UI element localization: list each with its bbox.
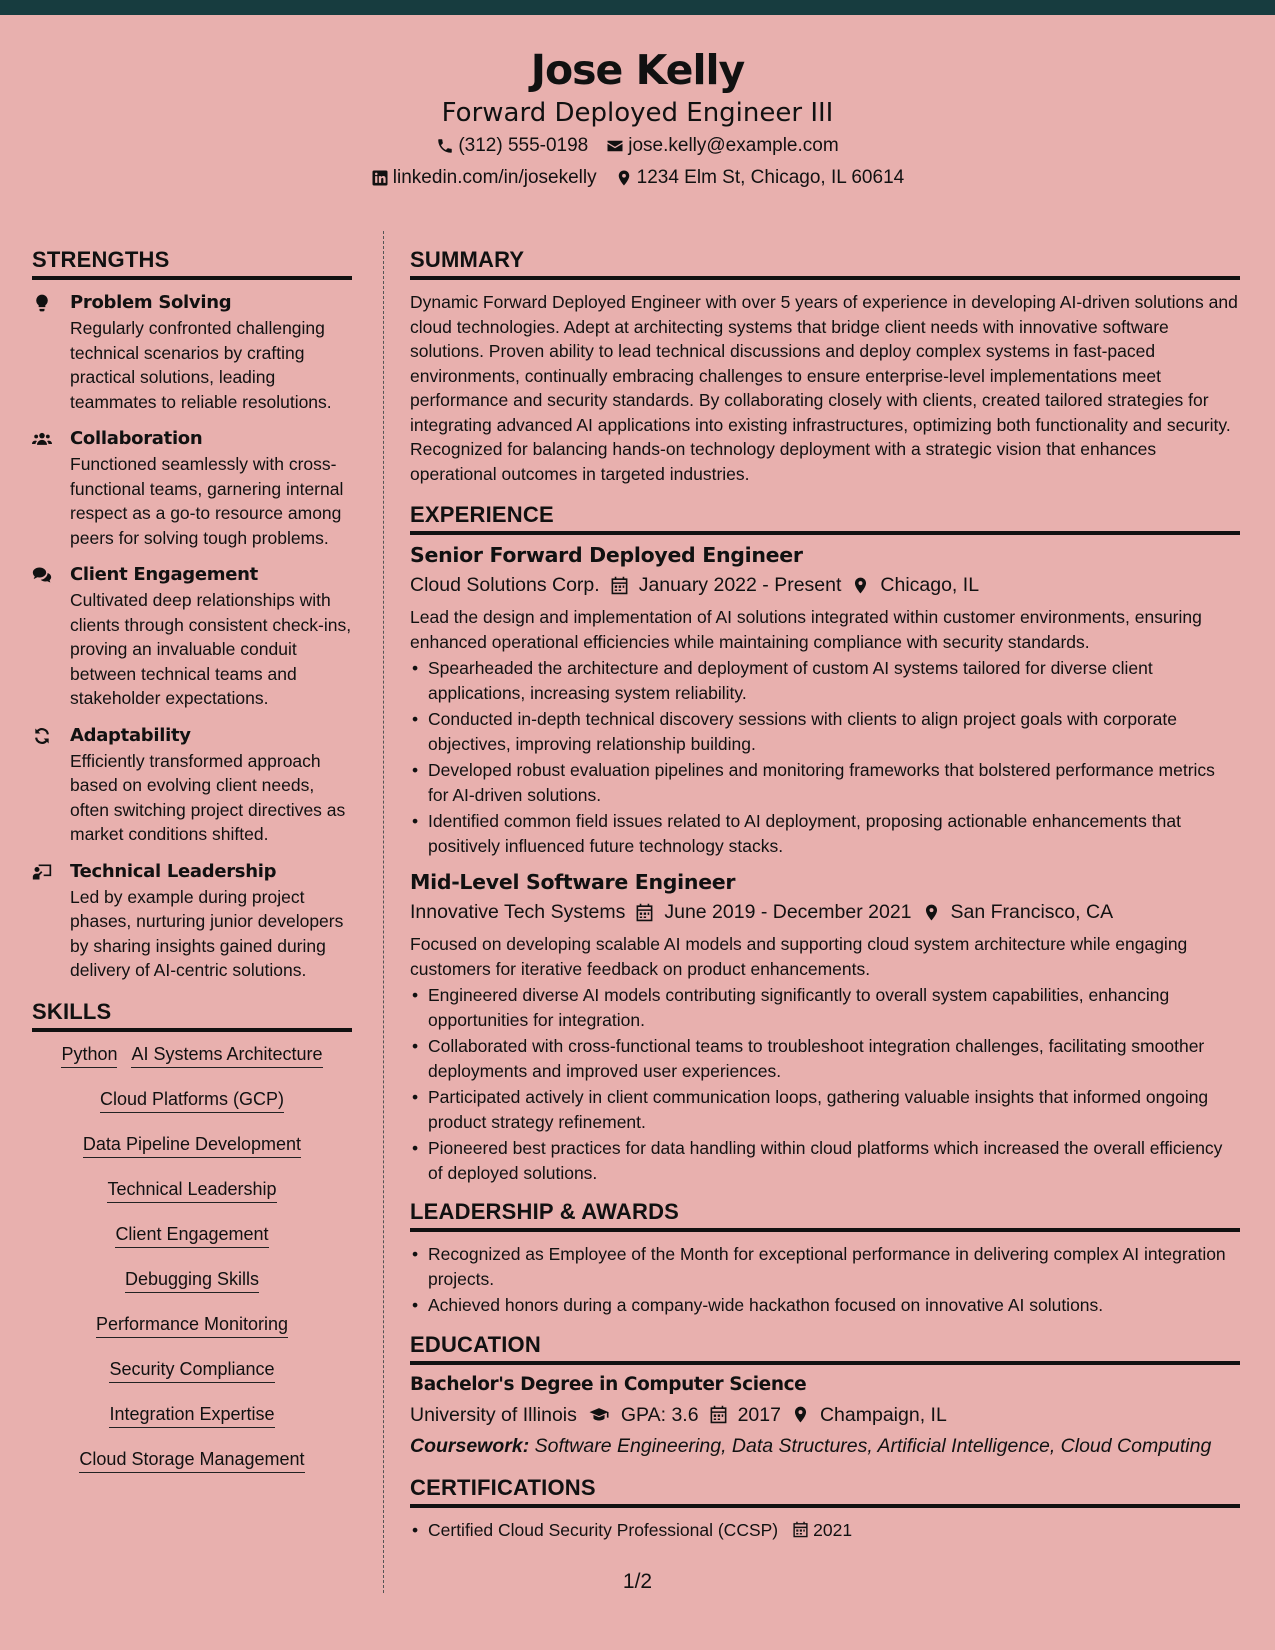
education-meta xyxy=(410,1399,1240,1431)
map-marker-icon xyxy=(922,903,941,922)
education-school: University of Illinois xyxy=(410,1403,577,1426)
candidate-name: Jose Kelly xyxy=(530,46,745,94)
list-item: • Pioneered best practices for data handling within cloud platforms which increased the overall efficiency of deployed solutions. xyxy=(410,1136,1240,1185)
phone-contact xyxy=(436,130,588,162)
strength-desc: Regularly confronted challenging technical scenarios by crafting practical solutions, leading teammates to reliable resolutions. xyxy=(70,318,332,412)
certifications-heading: CERTIFICATIONS xyxy=(410,1473,1240,1508)
sync-icon xyxy=(32,726,52,746)
cert-year: 2021 xyxy=(813,1519,853,1540)
strength-title: Problem Solving xyxy=(70,292,232,313)
certifications-list xyxy=(410,1518,1240,1543)
comments-icon xyxy=(32,565,52,585)
strengths-heading: STRENGTHS xyxy=(32,245,352,280)
calendar-icon xyxy=(709,1405,728,1424)
skill-tag: Data Pipeline Development xyxy=(83,1132,301,1158)
skill-tag: Security Compliance xyxy=(109,1357,274,1383)
list-item: • Achieved honors during a company-wide hackathon focused on innovative AI solutions. xyxy=(410,1293,1240,1318)
leadership-list xyxy=(410,1242,1240,1318)
list-item: • Spearheaded the architecture and deployment of custom AI systems tailored for diverse client applications, increasing system reliability. xyxy=(410,656,1240,705)
address-text: 1234 Elm St, Chicago, IL 60614 xyxy=(636,167,905,188)
job-entry xyxy=(410,541,1240,858)
skill-tag: Integration Expertise xyxy=(109,1402,274,1428)
map-marker-icon xyxy=(791,1405,810,1424)
contact-row-2 xyxy=(0,162,1275,194)
phone-text: (312) 555-0198 xyxy=(458,135,589,156)
job-company: Innovative Tech Systems xyxy=(410,901,626,923)
education-gpa: GPA: 3.6 xyxy=(620,1403,699,1426)
leadership-heading: LEADERSHIP & AWARDS xyxy=(410,1197,1240,1232)
job-description: Lead the design and implementation of AI solutions integrated within customer environments, ensuring enhanced operational efficiencies while maintaining compliance with security standards. xyxy=(410,607,1202,652)
strength-desc: Functioned seamlessly with cross-functional teams, garnering internal respect as a go-to resource among peers for solving tough problems. xyxy=(70,454,344,548)
strength-item xyxy=(32,859,352,983)
map-marker-icon xyxy=(615,169,633,187)
education-coursework xyxy=(410,1431,1240,1461)
linkedin-contact[interactable] xyxy=(371,162,597,194)
users-icon xyxy=(32,429,52,449)
address-contact xyxy=(615,162,905,194)
lightbulb-icon xyxy=(32,293,52,313)
job-location: Chicago, IL xyxy=(880,574,980,596)
strength-title: Adaptability xyxy=(70,724,191,746)
left-column xyxy=(32,245,352,1492)
email-contact[interactable] xyxy=(606,130,838,162)
strength-title: Client Engagement xyxy=(70,564,258,585)
education-degree: Bachelor's Degree in Computer Science xyxy=(410,1373,807,1395)
summary-heading: SUMMARY xyxy=(410,245,1240,280)
job-title: Mid-Level Software Engineer xyxy=(410,870,736,894)
envelope-icon xyxy=(606,137,624,155)
job-entry xyxy=(410,868,1240,1185)
list-item: • Conducted in-depth technical discovery sessions with clients to align project goals with corporate objectives, improving relationship building. xyxy=(410,707,1240,756)
strength-title: Technical Leadership xyxy=(70,860,277,882)
strength-item xyxy=(32,426,352,550)
cert-name: • Certified Cloud Security Professional (CCSP) xyxy=(428,1519,779,1540)
skill-tag: Python xyxy=(61,1042,117,1068)
strength-item xyxy=(32,562,352,711)
email-text: jose.kelly@example.com xyxy=(628,135,839,156)
linkedin-text: linkedin.com/in/josekelly xyxy=(392,167,597,188)
column-divider xyxy=(383,231,384,1593)
job-bullets xyxy=(410,983,1240,1185)
phone-icon xyxy=(436,137,454,155)
job-location: San Francisco, CA xyxy=(950,901,1114,923)
skill-tag: Cloud Platforms (GCP) xyxy=(100,1087,284,1113)
resume-header xyxy=(0,15,1275,205)
list-item: • Participated actively in client communication loops, gathering valuable insights that informed ongoing product strategy refinement. xyxy=(410,1085,1240,1134)
education-location: Champaign, IL xyxy=(819,1403,947,1426)
contact-row-1 xyxy=(0,130,1275,162)
skills-list xyxy=(32,1042,352,1492)
chalkboard-teacher-icon xyxy=(32,862,52,882)
strength-desc: Efficiently transformed approach based on evolving client needs, often switching project directives as market conditions shifted. xyxy=(70,750,346,844)
map-marker-icon xyxy=(851,576,870,595)
list-item: • Engineered diverse AI models contributing significantly to overall system capabilities, enhancing opportunities for integration. xyxy=(410,983,1240,1032)
job-bullets xyxy=(410,656,1240,858)
skill-tag: Technical Leadership xyxy=(107,1177,276,1203)
education-year: 2017 xyxy=(737,1403,781,1426)
calendar-icon xyxy=(792,1521,809,1538)
calendar-icon xyxy=(610,576,629,595)
skill-tag: Client Engagement xyxy=(115,1222,268,1248)
list-item: • Recognized as Employee of the Month for exceptional performance in delivering complex AI integration projects. xyxy=(410,1242,1240,1291)
skill-tag: Performance Monitoring xyxy=(96,1312,288,1338)
job-meta xyxy=(410,569,1240,601)
right-column xyxy=(410,245,1240,1544)
strength-item xyxy=(32,723,352,847)
calendar-icon xyxy=(635,903,654,922)
job-meta xyxy=(410,896,1240,928)
job-description: Focused on developing scalable AI models and supporting cloud system architecture while engaging customers for iterative feedback on product enhancements. xyxy=(410,934,1188,979)
coursework-text: Software Engineering, Data Structures, Artificial Intelligence, Cloud Computing xyxy=(534,1434,1212,1457)
candidate-title: Forward Deployed Engineer III xyxy=(441,98,834,128)
coursework-label: Coursework: xyxy=(410,1434,530,1457)
list-item xyxy=(410,1518,1240,1543)
skill-tag: AI Systems Architecture xyxy=(131,1042,322,1068)
skills-heading: SKILLS xyxy=(32,997,352,1032)
strength-item xyxy=(32,290,352,414)
education-heading: EDUCATION xyxy=(410,1330,1240,1365)
graduation-cap-icon xyxy=(587,1405,611,1424)
top-accent-bar xyxy=(0,0,1275,15)
list-item: • Collaborated with cross-functional teams to troubleshoot integration challenges, facilitating smoother deployments and improved user experiences. xyxy=(410,1034,1240,1083)
experience-heading: EXPERIENCE xyxy=(410,500,1240,535)
linkedin-icon xyxy=(371,169,389,187)
skill-tag: Debugging Skills xyxy=(125,1267,259,1293)
page-number: 1/2 xyxy=(622,1570,653,1593)
strength-title: Collaboration xyxy=(70,428,203,449)
job-company: Cloud Solutions Corp. xyxy=(410,574,600,596)
job-dates: June 2019 - December 2021 xyxy=(664,901,912,923)
job-title: Senior Forward Deployed Engineer xyxy=(410,543,803,567)
summary-text: Dynamic Forward Deployed Engineer with over 5 years of experience in developing AI-driven solutions and cloud technologies. Adept at architecting systems that bridge client needs with innovative software solutions. Proven ability to lead technical discussions and deploy complex systems in fast-paced environments, continually embracing challenges to ensure enterprise-level implementations meet performance and security standards. By collaborating closely with clients, created tailored strategies for integrating advanced AI applications into existing infrastructures, optimizing both functionality and security. Recognized for balancing hands-on technology deployment with a strategic vision that enhances operational outcomes in targeted industries. xyxy=(410,292,1238,484)
skill-tag: Cloud Storage Management xyxy=(79,1447,304,1473)
list-item: • Identified common field issues related to AI deployment, proposing actionable enhancements that positively influenced future technology stacks. xyxy=(410,809,1240,858)
strength-desc: Cultivated deep relationships with clients through consistent check-ins, proving an invaluable conduit between technical teams and stakeholder expectations. xyxy=(70,590,352,708)
list-item: • Developed robust evaluation pipelines and monitoring frameworks that bolstered performance metrics for AI-driven solutions. xyxy=(410,758,1240,807)
strength-desc: Led by example during project phases, nurturing junior developers by sharing insights gained during delivery of AI-centric solutions. xyxy=(70,886,344,980)
job-dates: January 2022 - Present xyxy=(638,574,842,596)
